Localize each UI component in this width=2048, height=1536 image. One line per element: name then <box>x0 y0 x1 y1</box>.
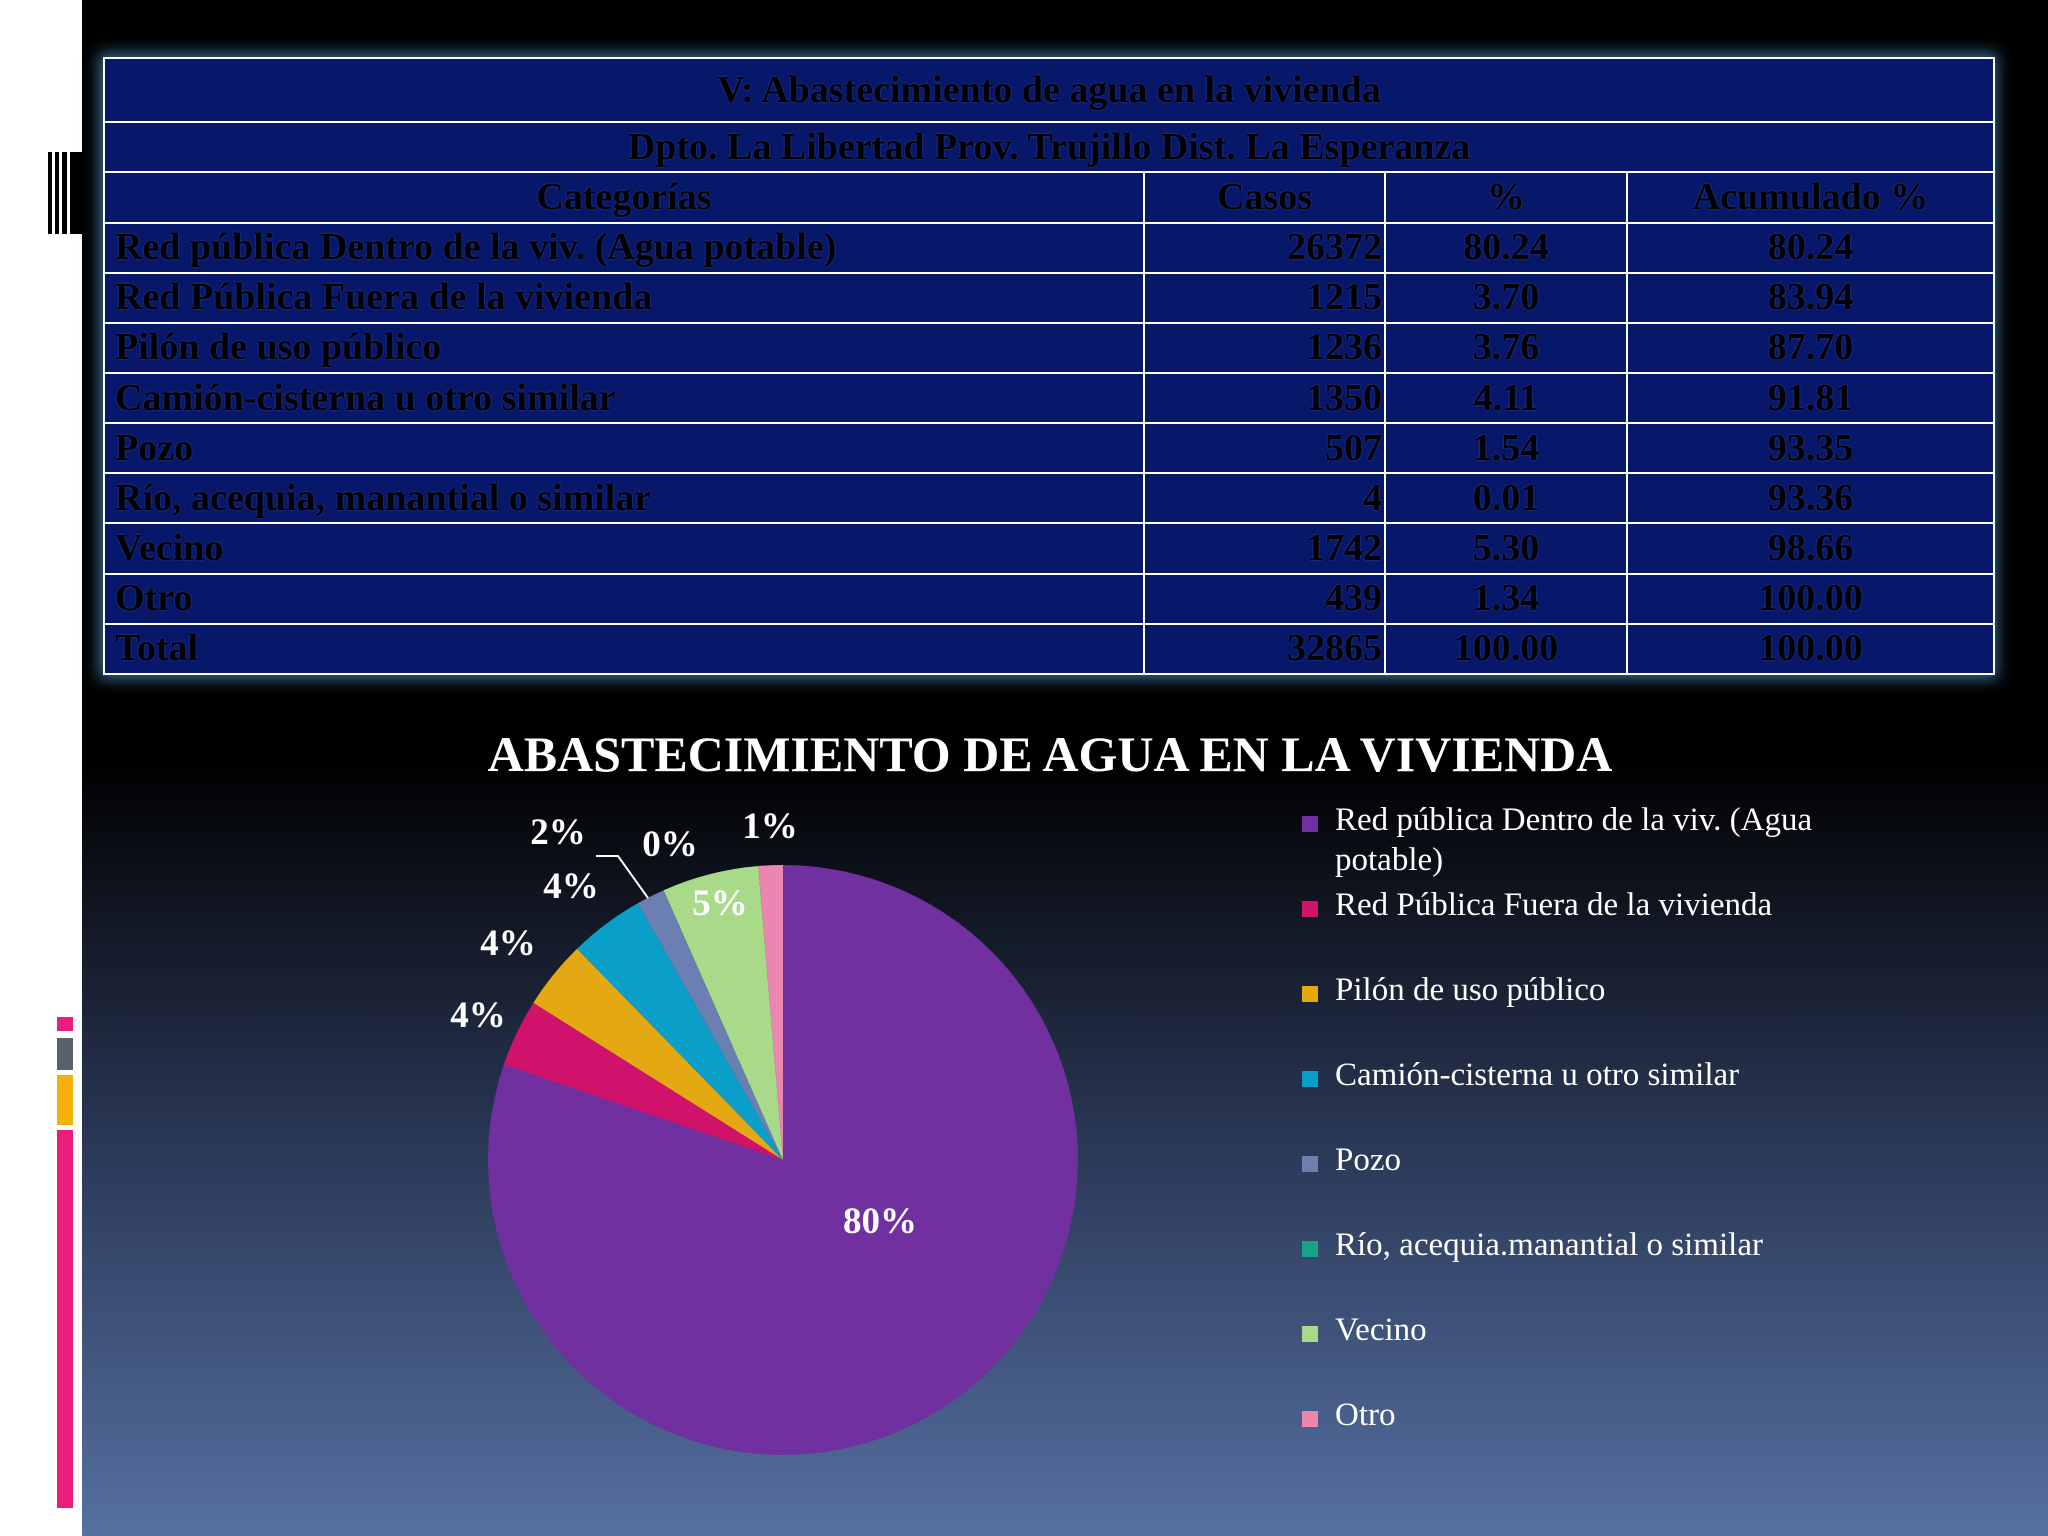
row-casos: 1215 <box>1144 273 1385 323</box>
legend-label: Otro <box>1335 1397 1396 1433</box>
row-casos: 439 <box>1144 574 1385 624</box>
row-porcentaje: 3.76 <box>1385 323 1627 373</box>
pie-data-label: 2% <box>530 812 586 853</box>
row-categoria: Camión-cisterna u otro similar <box>104 373 1144 423</box>
row-acumulado: 98.66 <box>1627 523 1994 573</box>
row-porcentaje: 3.70 <box>1385 273 1627 323</box>
row-porcentaje: 100.00 <box>1385 624 1627 674</box>
legend-swatch <box>1302 901 1318 917</box>
row-porcentaje: 0.01 <box>1385 473 1627 523</box>
row-casos: 32865 <box>1144 624 1385 674</box>
row-categoria: Otro <box>104 574 1144 624</box>
row-acumulado: 83.94 <box>1627 273 1994 323</box>
leader-line <box>596 856 648 898</box>
legend-swatch <box>1302 1071 1318 1087</box>
header-casos: Casos <box>1144 172 1385 222</box>
row-acumulado: 100.00 <box>1627 574 1994 624</box>
row-porcentaje: 5.30 <box>1385 523 1627 573</box>
row-categoria: Río, acequia, manantial o similar <box>104 473 1144 523</box>
header-porcentaje: % <box>1385 172 1627 222</box>
row-porcentaje: 1.54 <box>1385 423 1627 473</box>
row-categoria: Red Pública Fuera de la vivienda <box>104 273 1144 323</box>
row-categoria: Vecino <box>104 523 1144 573</box>
legend-label: Pozo <box>1335 1142 1401 1178</box>
row-casos: 507 <box>1144 423 1385 473</box>
legend-label: Red Pública Fuera de la vivienda <box>1335 887 1773 923</box>
row-casos: 1236 <box>1144 323 1385 373</box>
row-categoria: Pozo <box>104 423 1144 473</box>
legend-swatch <box>1302 1411 1318 1427</box>
legend-label: Pilón de uso público <box>1335 972 1606 1008</box>
row-acumulado: 87.70 <box>1627 323 1994 373</box>
table-title: V: Abastecimiento de agua en la vivienda <box>104 58 1994 122</box>
legend-swatch <box>1302 816 1318 832</box>
row-casos: 1350 <box>1144 373 1385 423</box>
row-acumulado: 80.24 <box>1627 223 1994 273</box>
pie-data-label: 4% <box>543 866 599 907</box>
legend-label: Red pública Dentro de la viv. (Agua potable) <box>1335 802 1813 878</box>
chart-title: ABASTECIMIENTO DE AGUA EN LA VIVIENDA <box>487 726 1613 782</box>
row-categoria: Pilón de uso público <box>104 323 1144 373</box>
row-casos: 26372 <box>1144 223 1385 273</box>
row-porcentaje: 1.34 <box>1385 574 1627 624</box>
legend-label: Río, acequia.manantial o similar <box>1335 1227 1763 1263</box>
row-categoria: Total <box>104 624 1144 674</box>
pie-data-label: 5% <box>692 883 748 924</box>
row-casos: 4 <box>1144 473 1385 523</box>
legend-swatch <box>1302 1156 1318 1172</box>
pie-data-label: 1% <box>742 806 798 847</box>
legend-label: Camión-cisterna u otro similar <box>1335 1057 1740 1093</box>
row-acumulado: 91.81 <box>1627 373 1994 423</box>
pie-data-label: 0% <box>642 824 698 865</box>
legend-swatch <box>1302 1326 1318 1342</box>
row-acumulado: 93.36 <box>1627 473 1994 523</box>
header-categorias: Categorías <box>104 172 1144 222</box>
pie-data-label: 4% <box>480 923 536 964</box>
row-porcentaje: 80.24 <box>1385 223 1627 273</box>
pie-data-label: 80% <box>843 1201 917 1242</box>
header-acumulado: Acumulado % <box>1627 172 1994 222</box>
row-casos: 1742 <box>1144 523 1385 573</box>
row-acumulado: 100.00 <box>1627 624 1994 674</box>
row-categoria: Red pública Dentro de la viv. (Agua potable) <box>104 223 1144 273</box>
legend-label: Vecino <box>1335 1312 1427 1348</box>
pie-data-label: 4% <box>450 995 506 1036</box>
table-subtitle: Dpto. La Libertad Prov. Trujillo Dist. La Esperanza <box>104 122 1994 172</box>
legend-swatch <box>1302 986 1318 1002</box>
legend-swatch <box>1302 1241 1318 1257</box>
row-porcentaje: 4.11 <box>1385 373 1627 423</box>
row-acumulado: 93.35 <box>1627 423 1994 473</box>
